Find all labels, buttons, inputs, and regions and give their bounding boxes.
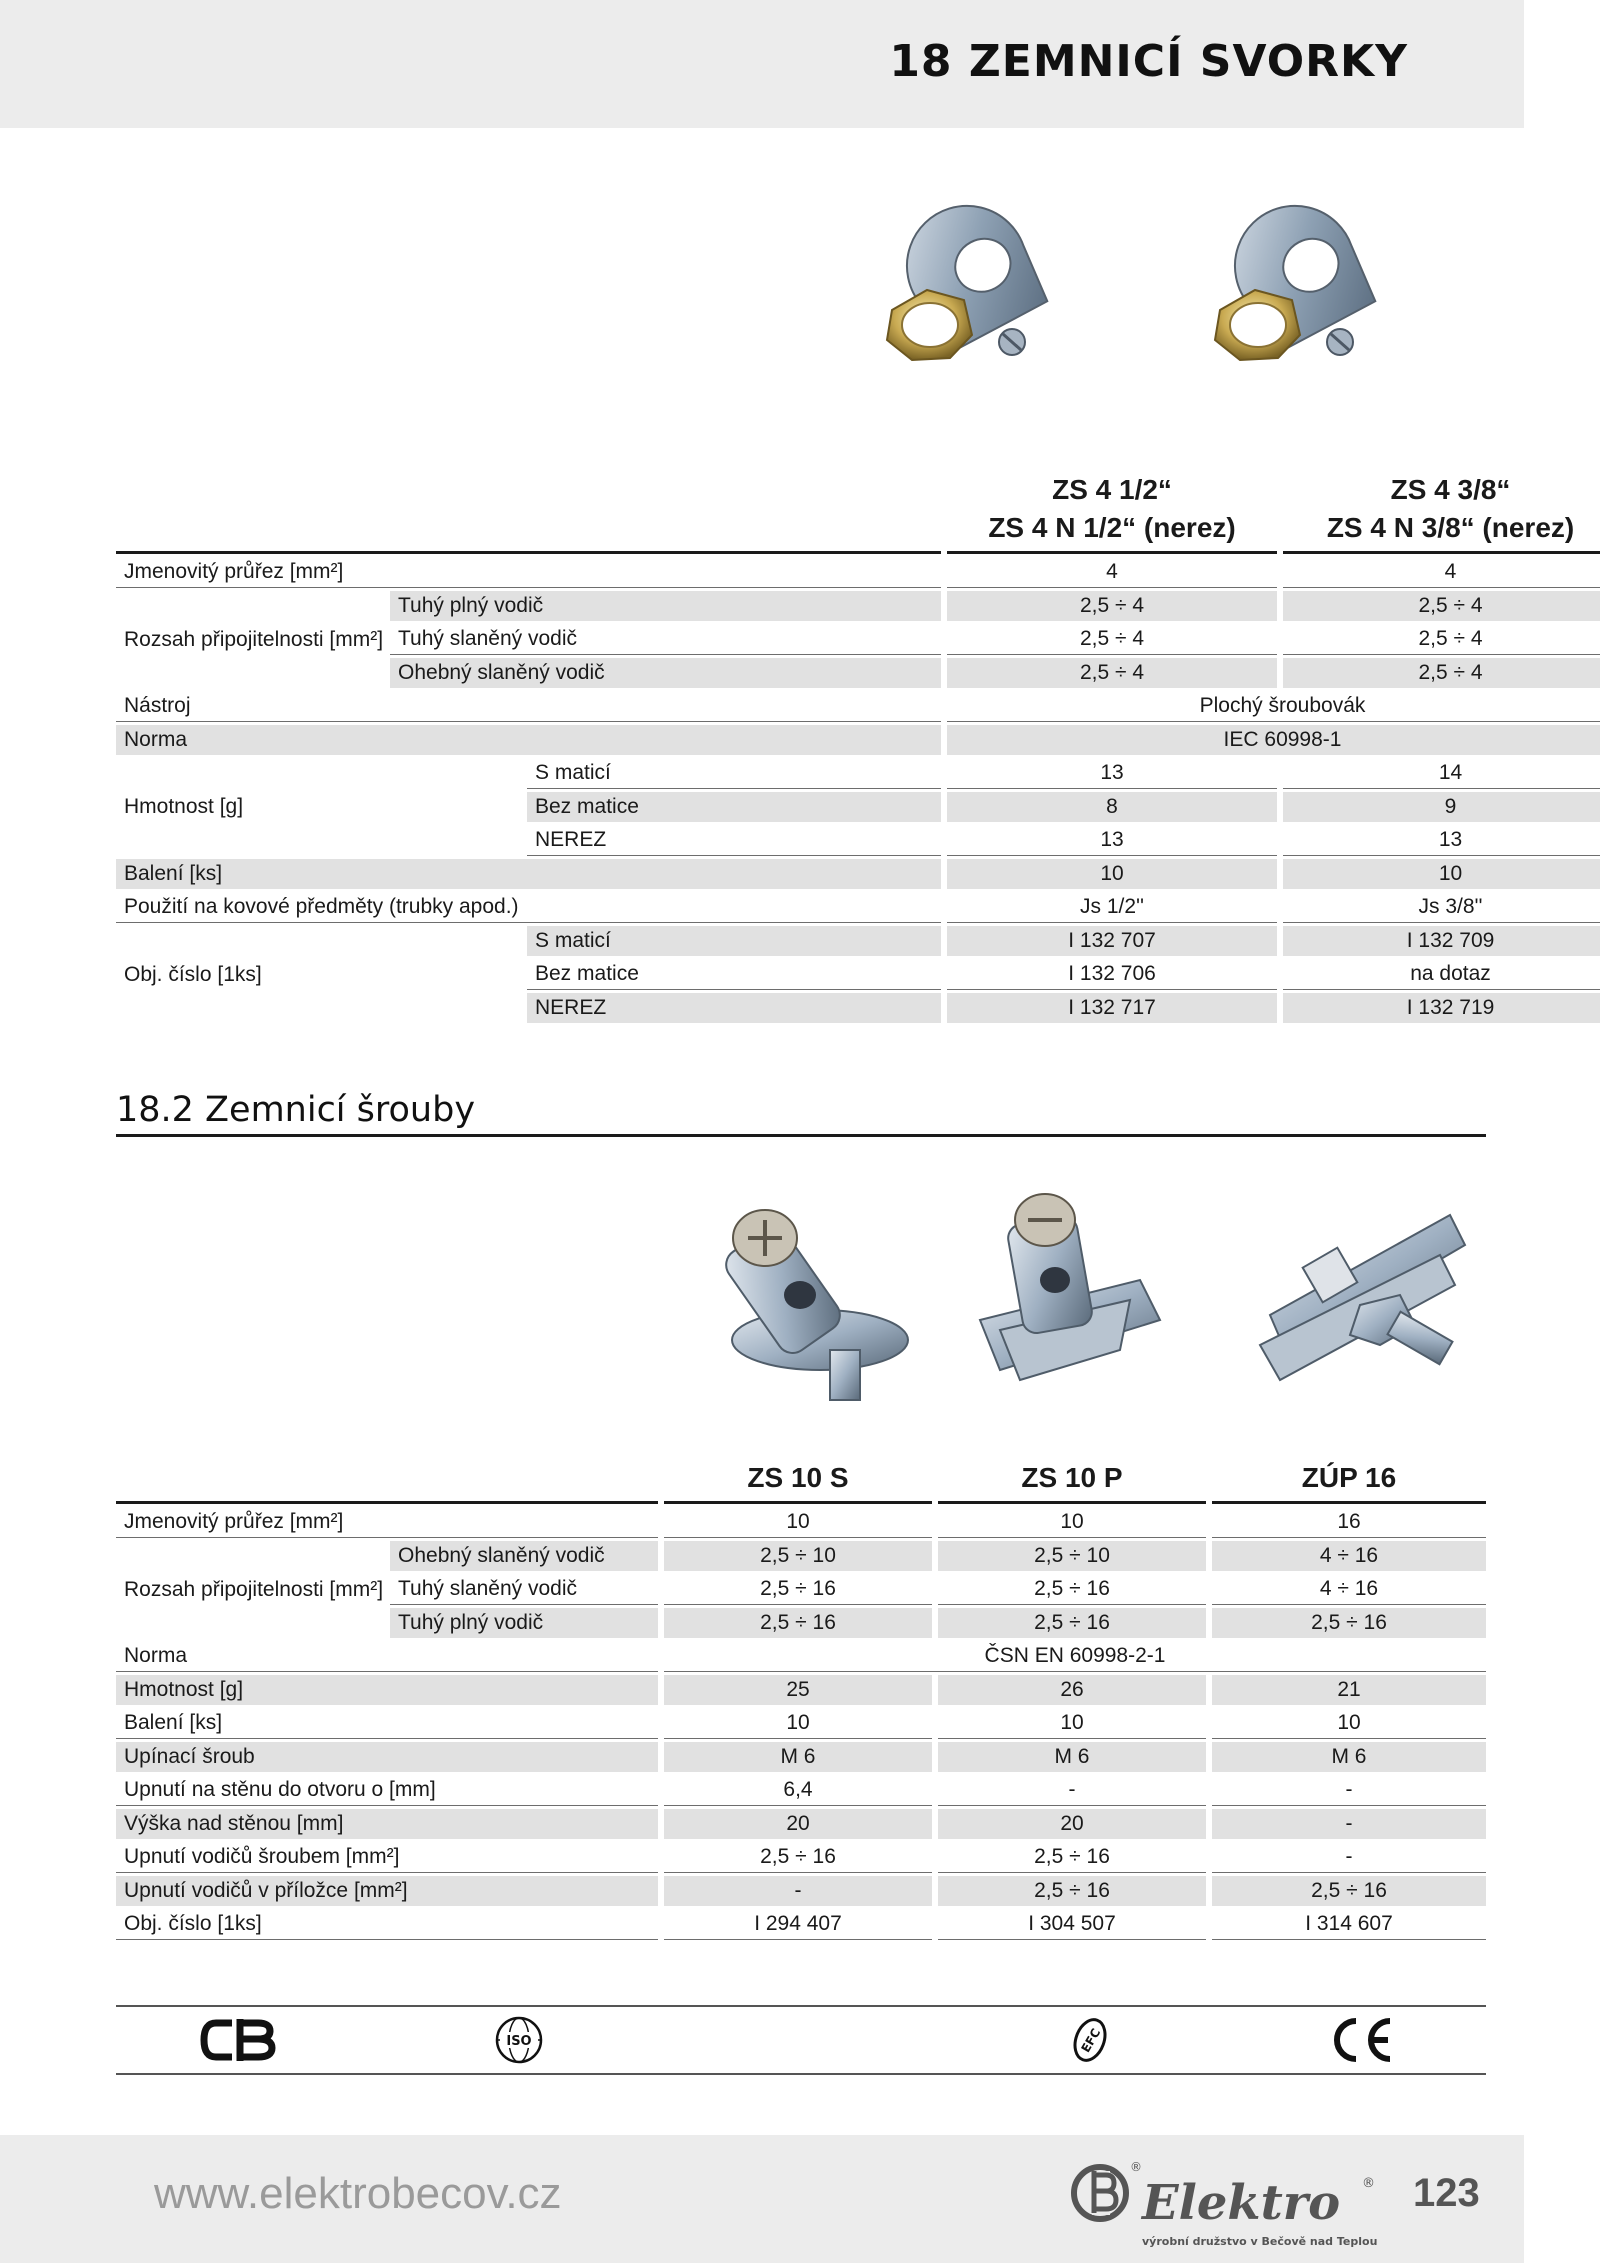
footer-band: [0, 2135, 1524, 2263]
table-cell-value: 9: [1283, 792, 1600, 822]
table-cell-label: Výška nad stěnou [mm]: [116, 1809, 658, 1839]
table-cell-value: I 132 709: [1283, 926, 1600, 956]
website-url[interactable]: www.elektrobecov.cz: [154, 2169, 562, 2218]
table-cell-label: Norma: [116, 1641, 658, 1672]
table-cell-value: 13: [947, 825, 1277, 856]
table-cell-value: 2,5 ÷ 16: [938, 1842, 1206, 1873]
table-cell-value: 14: [1283, 758, 1600, 789]
page-number: 123: [1413, 2171, 1480, 2215]
table-row: [116, 1507, 1486, 1538]
table-spacer: [116, 471, 941, 554]
table-row: [116, 926, 1600, 956]
top-header-band: [0, 0, 1524, 128]
table-cell-value: 2,5 ÷ 16: [938, 1876, 1206, 1906]
zs10s-screw-photo: [690, 1190, 930, 1410]
table2-header-row: [116, 1459, 1486, 1504]
table-cell-value: 2,5 ÷ 4: [947, 658, 1277, 688]
table-cell-value: -: [1212, 1842, 1486, 1873]
table-cell-value: na dotaz: [1283, 959, 1600, 990]
table-cell-label: Upnutí vodičů v příložce [mm²]: [116, 1876, 658, 1906]
table-cell-value: I 294 407: [664, 1909, 932, 1940]
table-cell-value: 2,5 ÷ 16: [664, 1574, 932, 1605]
table-cell-value: 10: [947, 859, 1277, 889]
table-cell-label: Jmenovitý průřez [mm²]: [116, 1507, 658, 1538]
table1-col-header-2: [1283, 471, 1600, 554]
table-cell-value: 4 ÷ 16: [1212, 1574, 1486, 1605]
table-cell-value: 10: [664, 1507, 932, 1538]
zs10p-screw-photo: [960, 1180, 1180, 1410]
table-cell-value: 2,5 ÷ 4: [1283, 624, 1600, 655]
cb-certification-icon: [200, 2007, 276, 2073]
table-cell-value: I 314 607: [1212, 1909, 1486, 1940]
table-row: [116, 591, 1600, 621]
table-row: [116, 1809, 1486, 1839]
table-cell-value: -: [664, 1876, 932, 1906]
table-cell-value: 2,5 ÷ 10: [664, 1541, 932, 1571]
table-cell-value: M 6: [1212, 1742, 1486, 1772]
table-cell-value: 10: [1283, 859, 1600, 889]
screw-spec-table: [116, 1456, 1486, 1943]
table-cell-label: S maticí: [527, 758, 941, 789]
table-row: [116, 892, 1600, 923]
table1-col-header-1: [947, 471, 1277, 554]
table-spacer: [116, 1459, 658, 1504]
table-cell-value: I 132 707: [947, 926, 1277, 956]
table-cell-value: I 304 507: [938, 1909, 1206, 1940]
table-cell-label: Upnutí na stěnu do otvoru o [mm]: [116, 1775, 658, 1806]
table-cell-value: I 132 719: [1283, 993, 1600, 1023]
table-row: [116, 1909, 1486, 1940]
zup16-screw-photo: [1240, 1185, 1480, 1415]
table-cell-value: M 6: [938, 1742, 1206, 1772]
table-cell-value: 10: [664, 1708, 932, 1739]
table-cell-label: Nástroj: [116, 691, 941, 722]
certification-bar: [116, 2005, 1486, 2075]
table-cell-label: Upnutí vodičů šroubem [mm²]: [116, 1842, 658, 1873]
table-cell-value: 25: [664, 1675, 932, 1705]
table-row: [116, 1742, 1486, 1772]
table-cell-value: 2,5 ÷ 16: [664, 1608, 932, 1638]
table-cell-value: 2,5 ÷ 4: [947, 624, 1277, 655]
table-cell-label: Bez matice: [527, 959, 941, 990]
clamp-spec-table: [116, 468, 1600, 1026]
table-cell-value: 4: [947, 557, 1277, 588]
table-cell-label: Tuhý slaněný vodič: [390, 1574, 658, 1605]
table-cell-label: Tuhý plný vodič: [390, 591, 941, 621]
table-cell-value: 10: [938, 1708, 1206, 1739]
table-cell-value: 13: [1283, 825, 1600, 856]
table-cell-value: Js 1/2'': [947, 892, 1277, 923]
table-cell-value: IEC 60998-1: [947, 725, 1600, 755]
table-cell-value: -: [1212, 1809, 1486, 1839]
table-cell-value: 4 ÷ 16: [1212, 1541, 1486, 1571]
ground-clamp-photo-1: [872, 200, 1142, 430]
table-cell-label: Tuhý plný vodič: [390, 1608, 658, 1638]
table-cell-label: S maticí: [527, 926, 941, 956]
table-cell-label: NEREZ: [527, 825, 941, 856]
table-cell-value: Plochý šroubovák: [947, 691, 1600, 722]
iso-certification-icon: [494, 2007, 544, 2073]
table-cell-value: Js 3/8'': [1283, 892, 1600, 923]
table-row: [116, 725, 1600, 755]
column-header-line: ZS 4 3/8“: [1390, 474, 1511, 505]
table-cell-value: 2,5 ÷ 16: [938, 1608, 1206, 1638]
table-cell-value: 20: [938, 1809, 1206, 1839]
table-cell-value: ČSN EN 60998-2-1: [664, 1641, 1486, 1672]
column-header-line: ZS 4 1/2“: [1052, 474, 1172, 505]
table-cell-value: 2,5 ÷ 10: [938, 1541, 1206, 1571]
table-row: [116, 1541, 1486, 1571]
section-title: 18.2 Zemnicí šrouby: [116, 1090, 1486, 1137]
table-cell-value: 21: [1212, 1675, 1486, 1705]
table-cell-value: 26: [938, 1675, 1206, 1705]
svg-text:®: ®: [1130, 2160, 1142, 2174]
table-cell-value: 6,4: [664, 1775, 932, 1806]
table-row: [116, 1876, 1486, 1906]
table-cell-label: Upínací šroub: [116, 1742, 658, 1772]
table-cell-label: Jmenovitý průřez [mm²]: [116, 557, 941, 588]
table-row: [116, 859, 1600, 889]
logo-wordmark: Elektro: [1142, 2175, 1341, 2231]
table2-col-header-2: ZS 10 P: [938, 1459, 1206, 1504]
table-row: [116, 691, 1600, 722]
table-cell-label: Balení [ks]: [116, 859, 941, 889]
table-cell-value: 16: [1212, 1507, 1486, 1538]
table-cell-value: 2,5 ÷ 16: [664, 1842, 932, 1873]
table-cell-value: -: [1212, 1775, 1486, 1806]
table-cell-label: Balení [ks]: [116, 1708, 658, 1739]
table-cell-label: Bez matice: [527, 792, 941, 822]
column-header-line: ZS 4 N 3/8“ (nerez): [1326, 512, 1575, 543]
table-cell-label: Tuhý slaněný vodič: [390, 624, 941, 655]
table-cell-label: Norma: [116, 725, 941, 755]
table-cell-value: -: [938, 1775, 1206, 1806]
table-cell-label: Ohebný slaněný vodič: [390, 1541, 658, 1571]
table-cell-value: 2,5 ÷ 16: [1212, 1876, 1486, 1906]
table-cell-value: 2,5 ÷ 4: [947, 591, 1277, 621]
table-cell-value: 8: [947, 792, 1277, 822]
table-cell-label: Rozsah připojitelnosti [mm²]: [124, 1577, 384, 1601]
table-cell-label: Obj. číslo [1ks]: [116, 1909, 658, 1940]
ground-clamp-photo-2: [1200, 200, 1470, 430]
table-row: [116, 1708, 1486, 1739]
chapter-title: 18 ZEMNICÍ SVORKY: [889, 36, 1408, 87]
table-cell-label: NEREZ: [527, 993, 941, 1023]
table-row: [116, 1675, 1486, 1705]
table-cell-value: 2,5 ÷ 4: [1283, 591, 1600, 621]
ce-certification-icon: [1326, 2007, 1396, 2073]
table-cell-value: 2,5 ÷ 4: [1283, 658, 1600, 688]
svg-text:®: ®: [1362, 2176, 1375, 2191]
table-cell-label: Ohebný slaněný vodič: [390, 658, 941, 688]
table-cell-label: Použití na kovové předměty (trubky apod.): [116, 892, 941, 923]
column-header-line: ZS 4 N 1/2“ (nerez): [988, 512, 1236, 543]
table-cell-value: 10: [1212, 1708, 1486, 1739]
table-cell-value: 20: [664, 1809, 932, 1839]
table-cell-value: M 6: [664, 1742, 932, 1772]
table-cell-value: 13: [947, 758, 1277, 789]
table-cell-label: Obj. číslo [1ks]: [124, 962, 262, 986]
table-cell-value: I 132 706: [947, 959, 1277, 990]
table-cell-value: 10: [938, 1507, 1206, 1538]
table2-col-header-3: ZÚP 16: [1212, 1459, 1486, 1504]
table2-col-header-1: ZS 10 S: [664, 1459, 932, 1504]
table-cell-value: I 132 717: [947, 993, 1277, 1023]
svg-text:ISO: ISO: [506, 2034, 532, 2049]
table-row: [116, 1641, 1486, 1672]
table-row: [116, 1775, 1486, 1806]
table-cell-label: Hmotnost [g]: [124, 795, 244, 818]
elektro-logo: [1066, 2157, 1396, 2262]
efc-certification-icon: [1070, 2007, 1110, 2073]
table-row: [116, 758, 1600, 789]
table-cell-value: 2,5 ÷ 16: [938, 1574, 1206, 1605]
svg-text:EFC: EFC: [1078, 2026, 1104, 2055]
table1-header-row: [116, 471, 1600, 554]
logo-subtitle: výrobní družstvo v Bečově nad Teplou: [1142, 2235, 1378, 2248]
table-cell-label: Rozsah připojitelnosti [mm²]: [124, 627, 384, 651]
table-row: [116, 557, 1600, 588]
table-cell-value: 2,5 ÷ 16: [1212, 1608, 1486, 1638]
table-cell-value: 4: [1283, 557, 1600, 588]
table-row: [116, 1842, 1486, 1873]
table-cell-label: Hmotnost [g]: [116, 1675, 658, 1705]
